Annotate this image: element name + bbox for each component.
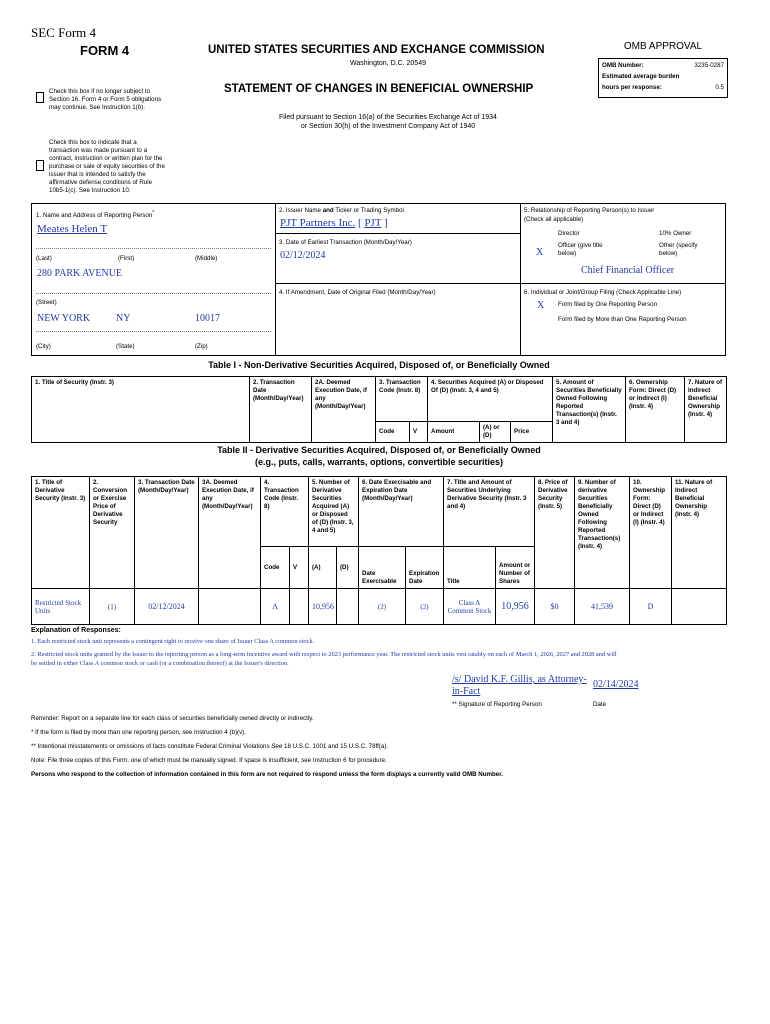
omb-burden-label-1: Estimated average burden bbox=[602, 73, 680, 80]
t1-col-title: 1. Title of Security (Instr. 3) bbox=[32, 377, 250, 443]
row-security: Restricted Stock Units bbox=[32, 589, 90, 625]
date-label: Date bbox=[593, 701, 607, 708]
director-label: Director bbox=[558, 230, 580, 237]
more-persons-label: Form filed by More than One Reporting Person bbox=[558, 316, 687, 323]
table-2-title-1: Table II - Derivative Securities Acquired, Disposed of, or Beneficially Owned bbox=[217, 445, 541, 455]
omb-number-value: 3235-0287 bbox=[694, 62, 724, 69]
omb-title: OMB APPROVAL bbox=[623, 41, 703, 52]
relationship-box bbox=[520, 203, 726, 284]
omb-number-label: OMB Number: bbox=[602, 62, 644, 69]
t2-col-owned: 9. Number of derivative Securities Beneficially Owned Following Reported Transaction(s) (Instr. 4) bbox=[575, 477, 630, 589]
explanation-note-2: 2. Restricted stock units granted by the Issuer to the reporting person as a long-term incentive award with respect to 2023 performance year. The restricted stock units vest ratably on each of March 1, 2026, 2027 and 2028 and will be settled in either Class A common stock or cash (or a combination thereof) at the Issuer's direction. bbox=[31, 651, 617, 667]
one-person-label: Form filed by One Reporting Person bbox=[558, 301, 658, 308]
signature-name: /s/ David K.F. Gillis, as Attorney- in-Fact bbox=[452, 674, 587, 697]
commission-name: UNITED STATES SECURITIES AND EXCHANGE COMMISSION bbox=[208, 44, 545, 56]
amendment-box bbox=[275, 283, 521, 356]
t2-sub-v: V bbox=[290, 547, 309, 589]
row-price: $0 bbox=[535, 589, 575, 625]
row-underlying-amount: 10,956 bbox=[496, 589, 535, 625]
row-code: A bbox=[261, 589, 290, 625]
box2-label: 2. Issuer Name and Ticker or Trading Symbol bbox=[279, 207, 404, 214]
box5-label-1: 5. Relationship of Reporting Person(s) to Issuer bbox=[524, 207, 655, 214]
t2-sub-code: Code bbox=[261, 547, 290, 589]
derivative-table bbox=[31, 476, 727, 625]
earliest-transaction-date: 02/12/2024 bbox=[280, 250, 326, 261]
other-label: Other (specify below) bbox=[659, 242, 698, 257]
t1-sub-aord: (A) or (D) bbox=[480, 422, 511, 443]
one-person-check-mark[interactable]: X bbox=[537, 300, 545, 311]
table-row bbox=[32, 589, 727, 625]
t2-sub-expiration: Expiration Date bbox=[406, 547, 444, 589]
note-text: Note: File three copies of this Form, one of which must be manually signed. If space is insufficient, see Instruction 6 for procedure. bbox=[31, 757, 387, 764]
officer-check-mark[interactable]: X bbox=[536, 247, 544, 258]
row-disposed bbox=[337, 589, 359, 625]
t2-sub-a: (A) bbox=[309, 547, 337, 589]
street-value: 280 PARK AVENUE bbox=[37, 268, 123, 279]
row-date: 02/12/2024 bbox=[135, 589, 199, 625]
city-label: (City) bbox=[36, 343, 51, 350]
no-longer-subject-checkbox[interactable] bbox=[36, 92, 44, 103]
signature-label: ** Signature of Reporting Person bbox=[452, 701, 542, 708]
t1-col-nature: 7. Nature of Indirect Beneficial Ownership (Instr. 4) bbox=[685, 377, 727, 443]
row-conversion: (1) bbox=[90, 589, 135, 625]
box5-label-2: (Check all applicable) bbox=[524, 216, 584, 223]
rule-10b5-checkbox[interactable] bbox=[36, 160, 44, 171]
row-date-exercisable: (2) bbox=[359, 589, 406, 625]
state-label: (State) bbox=[116, 343, 135, 350]
t2-col-number: 5. Number of Derivative Securities Acquired (A) or Disposed of (D) (Instr. 3, 4 and 5) bbox=[309, 477, 359, 547]
row-expiration: (2) bbox=[406, 589, 444, 625]
omb-approval bbox=[598, 41, 728, 98]
filed-pursuant-line-2: or Section 30(h) of the Investment Company Act of 1940 bbox=[300, 123, 476, 130]
sec-form-label: SEC Form 4 bbox=[31, 25, 97, 40]
first-label: (First) bbox=[118, 255, 135, 262]
t2-sub-date-exercisable: Date Exercisable bbox=[359, 547, 406, 589]
ten-percent-owner-label: 10% Owner bbox=[659, 230, 692, 237]
zip-label: (Zip) bbox=[195, 343, 208, 350]
t1-col-owned: 5. Amount of Securities Beneficially Owned Following Reported Transaction(s) (Instr. 3 and 4) bbox=[553, 377, 626, 443]
filed-pursuant-line-1: Filed pursuant to Section 16(a) of the Securities Exchange Act of 1934 bbox=[279, 114, 497, 121]
last-label: (Last) bbox=[36, 255, 52, 262]
t1-sub-code: Code bbox=[376, 422, 410, 443]
state-value: NY bbox=[116, 313, 131, 324]
row-v bbox=[290, 589, 309, 625]
middle-label: (Middle) bbox=[195, 255, 218, 262]
row-acquired: 10,956 bbox=[309, 589, 337, 625]
t2-sub-title: Title bbox=[444, 547, 496, 589]
statement-title: STATEMENT OF CHANGES IN BENEFICIAL OWNERSHIP bbox=[224, 83, 534, 95]
t1-sub-v: V bbox=[410, 422, 428, 443]
t2-col-date: 3. Transaction Date (Month/Day/Year) bbox=[135, 477, 199, 589]
issuer-box bbox=[275, 203, 521, 234]
explanation-heading: Explanation of Responses: bbox=[31, 627, 121, 634]
t2-col-deemed: 3A. Deemed Execution Date, if any (Month/Day/Year) bbox=[199, 477, 261, 589]
reminder-text: Reminder: Report on a separate line for each class of securities beneficially owned directly or indirectly. bbox=[31, 715, 314, 722]
reporting-person-box bbox=[31, 203, 276, 356]
filing-type-box bbox=[520, 283, 726, 356]
omb-disclaimer: Persons who respond to the collection of information contained in this form are not required to respond unless the form displays a currently valid OMB Number. bbox=[31, 771, 504, 778]
t2-col-code: 4. Transaction Code (Instr. 8) bbox=[261, 477, 309, 547]
footnote-star-1: * If the form is filed by more than one reporting person, see Instruction 4 (b)(v). bbox=[31, 729, 246, 736]
box1-label: 1. Name and Address of Reporting Person* bbox=[36, 210, 155, 220]
t2-sub-d: (D) bbox=[337, 547, 359, 589]
box6-label: 6. Individual or Joint/Group Filing (Check Applicable Line) bbox=[524, 289, 682, 296]
t1-col-date: 2. Transaction Date (Month/Day/Year) bbox=[250, 377, 312, 443]
t2-col-title: 1. Title of Derivative Security (Instr. 3) bbox=[32, 477, 90, 589]
t2-col-form: 10. Ownership Form: Direct (D) or Indirect (I) (Instr. 4) bbox=[630, 477, 672, 589]
t2-col-nature: 11. Nature of Indirect Beneficial Ownership (Instr. 4) bbox=[672, 477, 727, 589]
row-form: D bbox=[630, 589, 672, 625]
t2-col-underlying: 7. Title and Amount of Securities Underlying Derivative Security (Instr. 3 and 4) bbox=[444, 477, 535, 547]
table-2-title-2: (e.g., puts, calls, warrants, options, convertible securities) bbox=[254, 457, 504, 467]
omb-burden-value: 0.5 bbox=[715, 84, 724, 91]
row-underlying-title: Class A Common Stock bbox=[444, 589, 496, 625]
reporting-person-name: Meates Helen T bbox=[37, 223, 108, 235]
footnote-star-2: ** Intentional misstatements or omissions of facts constitute Federal Criminal Violations See 18 U.S.C. 1001 and 15 U.S.C. 78ff(a). bbox=[31, 743, 389, 750]
city-value: NEW YORK bbox=[37, 313, 91, 324]
issuer-name: PJT Partners Inc. [ PJT ] bbox=[280, 217, 388, 229]
table-1-title: Table I - Non-Derivative Securities Acquired, Disposed of, or Beneficially Owned bbox=[208, 360, 550, 370]
t1-sub-price: Price bbox=[511, 422, 553, 443]
t2-col-conversion: 2. Conversion or Exercise Price of Derivative Security bbox=[90, 477, 135, 589]
officer-label: Officer (give title below) bbox=[558, 242, 603, 257]
no-longer-subject-text: Check this box if no longer subject to Section 16. Form 4 or Form 5 obligations may continue. See Instruction 1(b). bbox=[49, 88, 162, 111]
box3-label: 3. Date of Earliest Transaction (Month/Day/Year) bbox=[279, 239, 412, 246]
omb-burden-label-2: hours per response: bbox=[602, 84, 662, 91]
t1-col-acquired: 4. Securities Acquired (A) or Disposed Of (D) (Instr. 3, 4 and 5) bbox=[428, 377, 553, 422]
form-title: FORM 4 bbox=[80, 43, 130, 58]
earliest-transaction-box bbox=[275, 233, 521, 284]
signature-date: 02/14/2024 bbox=[593, 679, 639, 690]
row-owned: 41,539 bbox=[575, 589, 630, 625]
commission-city: Washington, D.C. 20549 bbox=[349, 60, 426, 67]
t1-col-form: 6. Ownership Form: Direct (D) or Indirect (I) (Instr. 4) bbox=[626, 377, 685, 443]
t1-col-code: 3. Transaction Code (Instr. 8) bbox=[376, 377, 428, 422]
street-label: (Street) bbox=[36, 299, 57, 306]
t1-sub-amount: Amount bbox=[428, 422, 480, 443]
zip-value: 10017 bbox=[195, 313, 220, 324]
non-derivative-table bbox=[31, 376, 727, 443]
t2-col-price: 8. Price of Derivative Security (Instr. 5) bbox=[535, 477, 575, 589]
t2-col-exercisable: 6. Date Exercisable and Expiration Date (Month/Day/Year) bbox=[359, 477, 444, 547]
box4-label: 4. If Amendment, Date of Original Filed (Month/Day/Year) bbox=[279, 289, 436, 296]
rule-10b5-text: Check this box to indicate that a transaction was made pursuant to a contract, instruction or written plan for the purchase or sale of equity securities of the issuer that is intended to satisfy the affirmative defense conditions of Rule 10b5-1(c). See Instruction 10. bbox=[49, 139, 165, 194]
row-nature bbox=[672, 589, 727, 625]
t2-sub-amount: Amount or Number of Shares bbox=[496, 547, 535, 589]
t1-col-deemed: 2A. Deemed Execution Date, if any (Month/Day/Year) bbox=[312, 377, 376, 443]
row-deemed bbox=[199, 589, 261, 625]
officer-title: Chief Financial Officer bbox=[581, 265, 675, 276]
explanation-note-1: 1. Each restricted stock unit represents a contingent right to receive one share of Issuer Class A common stock. bbox=[31, 638, 315, 645]
